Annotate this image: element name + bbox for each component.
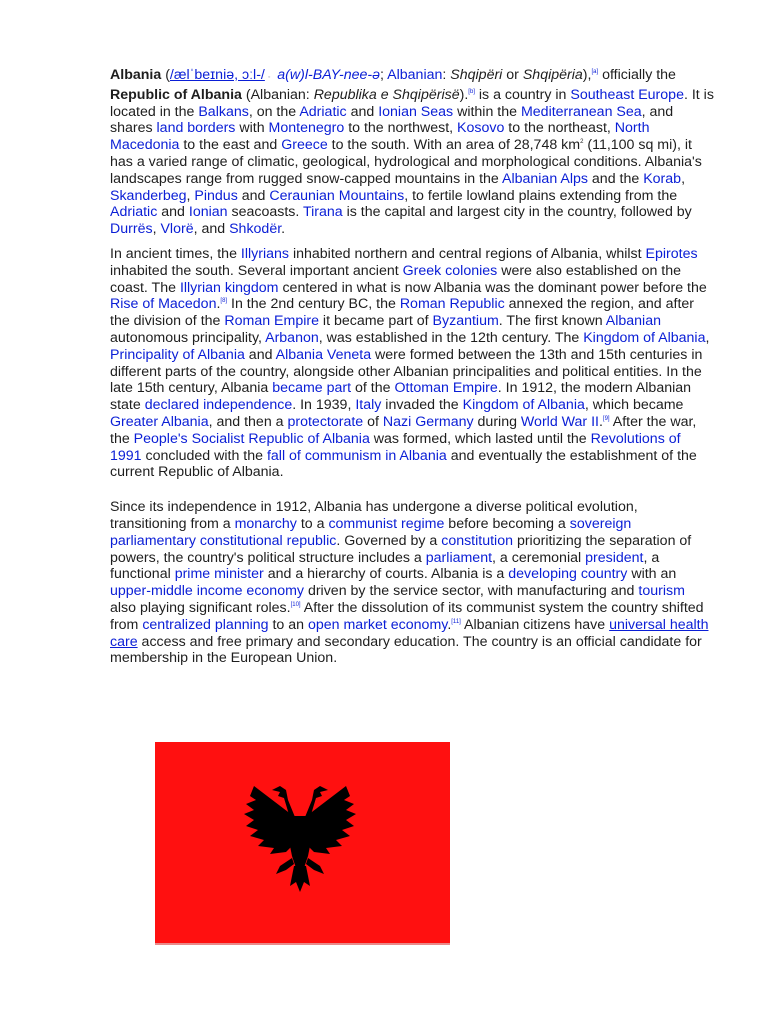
link-tourism[interactable]: tourism [638, 583, 685, 600]
intro-paragraph [110, 67, 714, 238]
link-protectorate[interactable]: protectorate [287, 413, 364, 430]
text: . [447, 616, 452, 633]
text: and [157, 204, 189, 221]
text: centered in what is now Albania was the dominant power before the [278, 279, 707, 296]
link-roman-republic[interactable]: Roman Republic [399, 296, 505, 313]
text: with [235, 120, 269, 137]
link-mediterranean[interactable]: Mediterranean Sea [520, 103, 642, 120]
superscript-2: 2 [580, 139, 584, 146]
respelling-link[interactable]: a(w)l-BAY-nee-ə [273, 67, 381, 83]
text: to the south. With an area of 28,748 km [327, 137, 581, 154]
text: ; [380, 67, 388, 83]
link-vlore[interactable]: Vlorë [160, 221, 194, 238]
text: with an [627, 566, 677, 583]
footnote-9[interactable]: [9] [602, 415, 610, 422]
text: autonomous principality, [110, 329, 266, 346]
link-declared-independence[interactable]: declared independence [144, 397, 293, 414]
text: , and then a [208, 413, 288, 430]
text: , and [193, 221, 230, 238]
link-arbanon[interactable]: Arbanon [265, 329, 319, 346]
text: of the [351, 380, 395, 397]
link-greece[interactable]: Greece [281, 137, 328, 154]
text: it became part of [318, 313, 433, 330]
text: within the [453, 103, 521, 120]
link-land-borders[interactable]: land borders [156, 120, 236, 137]
text: . It is located in the [110, 86, 714, 120]
link-principality[interactable]: Principality of Albania [110, 346, 245, 363]
link-north-macedonia[interactable]: North Macedonia [110, 120, 650, 154]
link-illyrian-kingdom[interactable]: Illyrian kingdom [179, 279, 279, 296]
text: Albanian citizens have [460, 616, 610, 633]
text: (11,100 sq mi), it has a varied range of climatic, geological, hydrological and morphological conditions. Albania's landscapes range from rugged snow-capped mountains in the [110, 137, 702, 187]
link-albanian[interactable]: Albanian [605, 313, 661, 330]
double-headed-eagle-icon [240, 778, 360, 908]
text: . [281, 221, 286, 238]
history-paragraph [110, 246, 714, 481]
text: After the war, the [110, 413, 697, 447]
link-revolutions-1991[interactable]: Revolutions of 1991 [110, 430, 681, 464]
text: to a [296, 515, 329, 532]
text: . [216, 296, 221, 313]
link-ionian[interactable]: Ionian [188, 204, 228, 221]
text: also playing significant roles. [110, 599, 291, 616]
text: inhabited northern and central regions of Albania, whilst [289, 245, 646, 262]
link-tirana[interactable]: Tirana [302, 204, 343, 221]
link-southeast-europe[interactable]: Southeast Europe [570, 86, 684, 103]
link-president[interactable]: president [585, 549, 644, 566]
link-centralized-planning[interactable]: centralized planning [142, 616, 269, 633]
text: before becoming a [444, 515, 570, 532]
link-illyrians[interactable]: Illyrians [240, 245, 290, 262]
text: seacoasts. [227, 204, 303, 221]
link-upper-middle-income[interactable]: upper-middle income economy [110, 583, 304, 600]
text: were also established on the coast. The [110, 262, 682, 296]
link-universal-health-care[interactable]: universal health care [110, 616, 709, 650]
link-became-part[interactable]: became part [272, 380, 352, 397]
albania-flag-image [155, 742, 450, 945]
link-greater-albania[interactable]: Greater Albania [110, 413, 209, 430]
text: : [442, 67, 451, 83]
text: After the dissolution of its communist system the country shifted from [110, 599, 704, 633]
text: were formed between the 13th and 15th centuries in different parts of the country, alongside other Albanian principalities and political entities. In the late 15th century, Albania [110, 346, 703, 397]
text: of [363, 413, 383, 430]
text: during [473, 413, 521, 430]
link-constitution[interactable]: constitution [441, 532, 513, 549]
link-psr-albania[interactable]: People's Socialist Republic of Albania [133, 430, 370, 447]
link-ceraunian[interactable]: Ceraunian Mountains [269, 187, 405, 204]
text: annexed the region, and after the division of the [110, 296, 695, 330]
link-kingdom-of-albania-2[interactable]: Kingdom of Albania [462, 397, 585, 414]
link-shkoder[interactable]: Shkodër [229, 221, 282, 238]
text: and a hierarchy of courts. Albania is a [263, 566, 509, 583]
link-albania-veneta[interactable]: Albania Veneta [275, 346, 372, 363]
link-parliament[interactable]: parliament [425, 549, 493, 566]
text: concluded with the [141, 447, 267, 464]
text: . [598, 413, 603, 430]
link-communist-regime[interactable]: communist regime [328, 515, 445, 532]
text: , a ceremonial [492, 549, 586, 566]
ipa-link[interactable]: /ælˈbeɪniə, ɔːl-/ [169, 67, 265, 83]
text: to the northwest, [344, 120, 458, 137]
text: to the east and [179, 137, 282, 154]
article-body [110, 67, 714, 675]
text: ). [459, 86, 469, 103]
footnote-11[interactable]: [11] [451, 618, 461, 625]
link-pindus[interactable]: Pindus [194, 187, 238, 204]
text: to the northeast, [504, 120, 615, 137]
text: officially the [598, 67, 676, 83]
link-monarchy[interactable]: monarchy [234, 515, 297, 532]
official-name: Republic of Albania [110, 86, 242, 103]
speaker-icon[interactable]: ◦ [267, 74, 271, 81]
footnote-b[interactable]: [b] [468, 88, 475, 95]
text: or [502, 67, 523, 83]
text: ), [582, 67, 592, 83]
link-balkans[interactable]: Balkans [198, 103, 249, 120]
link-greek-colonies[interactable]: Greek colonies [402, 262, 498, 279]
text: Since its independence in 1912, Albania has undergone a diverse political evolution, transitioning from a [110, 499, 638, 532]
text: , [152, 221, 161, 238]
link-developing-country[interactable]: developing country [508, 566, 628, 583]
text: , [681, 170, 686, 187]
text: invaded the [381, 397, 463, 414]
text: , and shares [110, 103, 674, 137]
text: . In 1939, [292, 397, 356, 414]
official-name-native: Republika e Shqipërisë [313, 86, 460, 103]
link-adriatic[interactable]: Adriatic [299, 103, 347, 120]
link-byzantium[interactable]: Byzantium [432, 313, 499, 330]
text: to an [268, 616, 308, 633]
text: and eventually the establishment of the current Republic of Albania. [110, 447, 697, 481]
text: , on the [248, 103, 300, 120]
link-italy[interactable]: Italy [355, 397, 382, 414]
ipa-pronunciation [170, 67, 265, 83]
text: driven by the service sector, with manufacturing and [304, 583, 639, 600]
text: , a functional [110, 549, 660, 583]
text: (Albanian: [241, 86, 314, 103]
text: , [186, 187, 195, 204]
text: and [346, 103, 379, 120]
link-roman-empire[interactable]: Roman Empire [224, 313, 319, 330]
link-epirotes[interactable]: Epirotes [645, 245, 698, 262]
text: . The first known [498, 313, 606, 330]
link-adriatic-2[interactable]: Adriatic [110, 204, 158, 221]
text: and [244, 346, 276, 363]
link-world-war-ii[interactable]: World War II [520, 413, 599, 430]
link-fall-of-communism[interactable]: fall of communism in Albania [266, 447, 447, 464]
footnote-8[interactable]: [8] [220, 298, 228, 305]
footnote-a[interactable]: [a] [591, 69, 599, 75]
title-bold: Albania [110, 67, 162, 83]
link-durres[interactable]: Durrës [110, 221, 153, 238]
link-prime-minister[interactable]: prime minister [174, 566, 264, 583]
link-korab[interactable]: Korab [643, 170, 682, 187]
link-albanian-alps[interactable]: Albanian Alps [501, 170, 588, 187]
link-albanian-language[interactable]: Albanian [387, 67, 443, 83]
text: ( [161, 67, 170, 83]
text: , was established in the 12th century. The [318, 329, 584, 346]
footnote-10[interactable]: [10] [290, 601, 301, 608]
link-sovereign-republic[interactable]: sovereign parliamentary constitutional republic [110, 515, 632, 549]
politics-paragraph [110, 499, 714, 667]
text: was formed, which lasted until the [369, 430, 591, 447]
text: inhabited the south. Several important ancient [110, 262, 403, 279]
text: and [237, 187, 270, 204]
link-ottoman-empire[interactable]: Ottoman Empire [394, 380, 498, 397]
link-skanderbeg[interactable]: Skanderbeg [110, 187, 187, 204]
text: access and free primary and secondary education. The country is an official candidate for membership in the European Union. [110, 633, 702, 667]
text: . In 1912, the modern Albanian state [110, 380, 692, 414]
native-name-2: Shqipëria [522, 67, 583, 83]
text: is a country in [474, 86, 571, 103]
link-ionian-seas[interactable]: Ionian Seas [378, 103, 454, 120]
link-montenegro[interactable]: Montenegro [268, 120, 345, 137]
link-kosovo[interactable]: Kosovo [457, 120, 505, 137]
link-nazi-germany[interactable]: Nazi Germany [382, 413, 474, 430]
text: . Governed by a [336, 532, 442, 549]
text: In ancient times, the [110, 245, 241, 262]
text: In the 2nd century BC, the [227, 296, 400, 313]
text: prioritizing the separation of powers, the country's political structure includes a [110, 532, 692, 566]
text: , which became [584, 397, 684, 414]
text: and the [587, 170, 644, 187]
link-kingdom-of-albania[interactable]: Kingdom of Albania [583, 329, 706, 346]
text: , [705, 329, 710, 346]
text: is the capital and largest city in the country, followed by [342, 204, 692, 221]
link-rise-of-macedon[interactable]: Rise of Macedon [110, 296, 217, 313]
link-open-market-economy[interactable]: open market economy [307, 616, 448, 633]
native-name-1: Shqipëri [450, 67, 503, 83]
text: , to fertile lowland plains extending from the [404, 187, 678, 204]
